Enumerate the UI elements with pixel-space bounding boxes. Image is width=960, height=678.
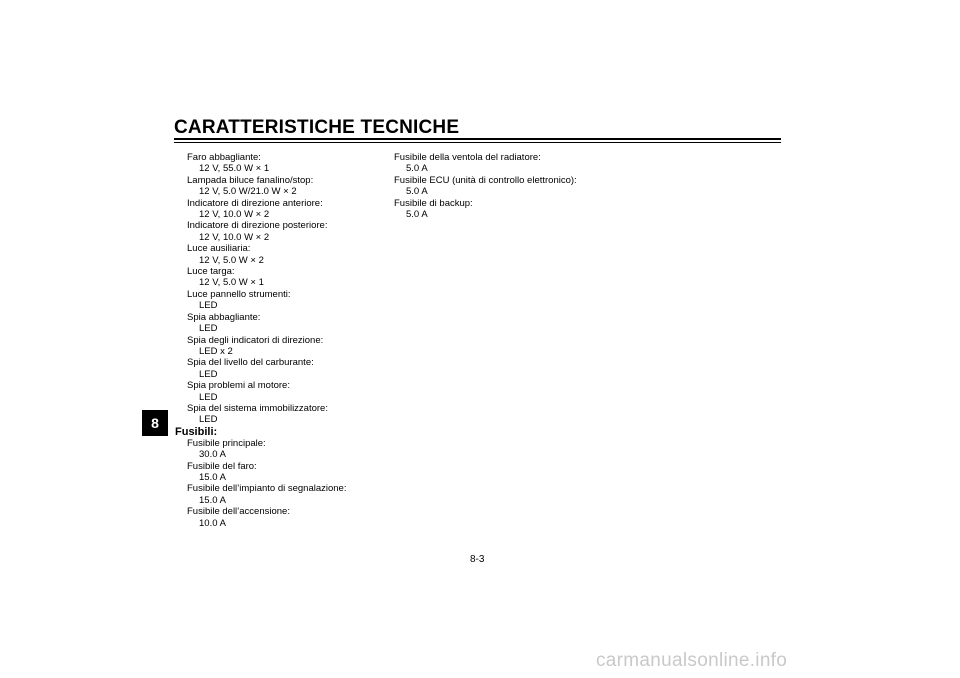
right-column <box>394 152 577 220</box>
fuse-label: Fusibile dell’accensione: <box>187 506 290 518</box>
fuse-label: Fusibile del faro: <box>187 460 257 472</box>
spec-label: Spia abbagliante: <box>187 311 261 323</box>
watermark: carmanualsonline.info <box>596 650 788 671</box>
spec-value: LED <box>199 414 218 426</box>
spec-label: Luce pannello strumenti: <box>187 288 291 300</box>
spec-value: 12 V, 5.0 W × 1 <box>199 277 264 289</box>
spec-value: 12 V, 10.0 W × 2 <box>199 231 270 243</box>
fuse-value: 10.0 A <box>199 517 226 529</box>
fuse-label: Fusibile di backup: <box>394 197 473 209</box>
spec-label: Faro abbagliante: <box>187 152 261 163</box>
spec-value: LED <box>199 368 218 380</box>
spec-value: LED <box>199 391 218 403</box>
page-number: 8-3 <box>470 554 485 565</box>
spec-value: LED <box>199 300 218 312</box>
fuse-value: 30.0 A <box>199 449 226 461</box>
spec-label: Lampada biluce fanalino/stop: <box>187 174 314 186</box>
spec-label: Spia problemi al motore: <box>187 380 290 392</box>
spec-value: 12 V, 55.0 W × 1 <box>199 163 270 175</box>
spec-label: Spia degli indicatori di direzione: <box>187 334 324 346</box>
spec-label: Indicatore di direzione anteriore: <box>187 197 323 209</box>
fuse-label: Fusibile della ventola del radiatore: <box>394 152 541 163</box>
fuse-label: Fusibile ECU (unità di controllo elettronico): <box>394 174 577 186</box>
spec-label: Indicatore di direzione posteriore: <box>187 220 328 232</box>
left-column <box>175 152 347 529</box>
fuses-heading: Fusibili: <box>175 425 218 438</box>
spec-label: Spia del livello del carburante: <box>187 357 314 369</box>
spec-value: LED x 2 <box>199 345 233 357</box>
fuse-value: 15.0 A <box>199 494 226 506</box>
spec-value: LED <box>199 323 218 335</box>
fuse-label: Fusibile dell’impianto di segnalazione: <box>187 483 347 495</box>
page-title: CARATTERISTICHE TECNICHE <box>174 117 460 138</box>
title-rule-thin <box>174 142 781 143</box>
title-rule-thick <box>174 138 781 140</box>
fuse-value: 5.0 A <box>406 209 428 221</box>
spec-label: Luce targa: <box>187 266 235 278</box>
spec-value: 12 V, 5.0 W × 2 <box>199 254 264 266</box>
spec-value: 12 V, 5.0 W/21.0 W × 2 <box>199 186 297 198</box>
fuse-label: Fusibile principale: <box>187 437 266 449</box>
fuse-value: 5.0 A <box>406 163 428 175</box>
fuse-value: 5.0 A <box>406 186 428 198</box>
spec-value: 12 V, 10.0 W × 2 <box>199 209 270 221</box>
spec-label: Spia del sistema immobilizzatore: <box>187 402 328 414</box>
fuse-value: 15.0 A <box>199 471 226 483</box>
chapter-tab: 8 <box>142 410 168 436</box>
spec-label: Luce ausiliaria: <box>187 243 251 255</box>
